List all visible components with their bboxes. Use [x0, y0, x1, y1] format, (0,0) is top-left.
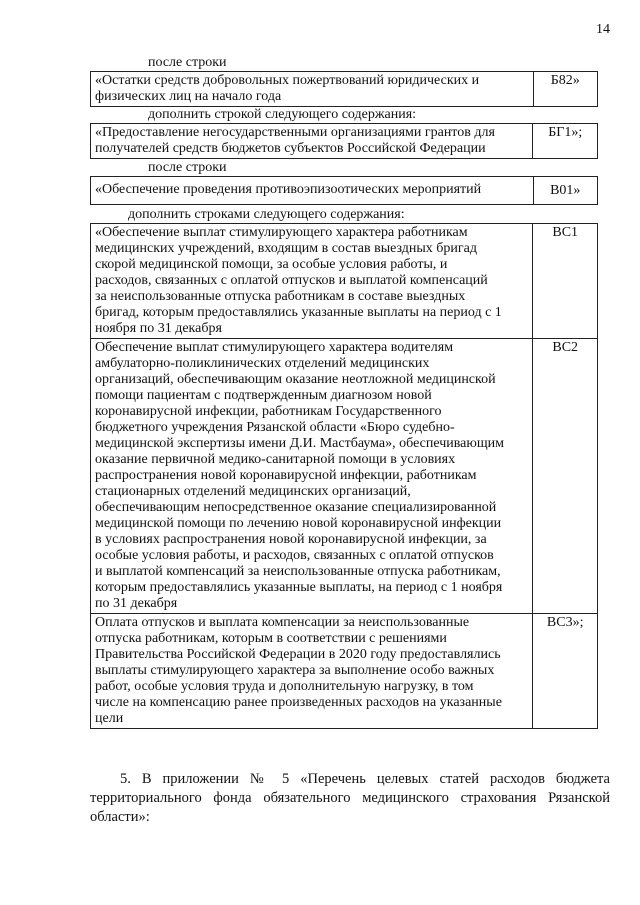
code-table-vc — [90, 223, 598, 729]
caption-after-line: после строки — [148, 55, 227, 70]
table-row — [91, 72, 598, 107]
row-description: «Предоставление негосударственными организациями грантов для получателей средств бюджетов субъектов Российской Федерации — [91, 124, 533, 159]
row-description: «Обеспечение выплат стимулирующего характера работникам медицинских учреждений, входящим в состав выездных бригад скорой медицинской помощи, за особые условия работы, и расходов, связанных с оплатой отпусков и выплатой компенсаций за неиспользованные отпуска работникам в составе выездных бригад, которым предоставлялись указанные выплаты на период с 1 ноября по 31 декабря — [91, 224, 533, 339]
page-number: 14 — [596, 22, 610, 37]
caption-add-line: дополнить строкой следующего содержания: — [148, 107, 417, 122]
caption-after-line: после строки — [148, 160, 227, 175]
row-code: ВС1 — [533, 224, 598, 339]
caption-add-lines: дополнить строками следующего содержания: — [128, 207, 405, 222]
code-table-balances — [90, 71, 598, 107]
table-row — [91, 614, 598, 729]
code-table-epizootic — [90, 176, 598, 205]
table-row — [91, 124, 598, 159]
row-description: Оплата отпусков и выплата компенсации за неиспользованные отпуска работникам, которым в соответствии с решениями Правительства Российской Федерации в 2020 году предоставлялись выплаты стимулирующего характера за выполнение особо важных работ, особые условия труда и дополнительную нагрузку, в том числе на компенсацию ранее произведенных расходов на указанные цели — [91, 614, 533, 729]
row-code: ВС3»; — [533, 614, 598, 729]
row-description: «Обеспечение проведения противоэпизоотических мероприятий — [91, 177, 534, 205]
row-description: Обеспечение выплат стимулирующего характера водителям амбулаторно-поликлинических отделений медицинских организаций, обеспечивающим оказание неотложной медицинской помощи пациентам с подтвержденным диагнозом новой коронавирусной инфекции, работникам Государственного бюджетного учреждения Рязанской области «Бюро судебно- медицинской экспертизы имени Д.И. Мастбаума», обеспечивающим оказание первичной медико-санитарной помощи в условиях распространения новой коронавирусной инфекции, работникам стационарных отделений медицинских организаций, обеспечивающим непосредственное оказание специализированной медицинской помощи по лечению новой коронавирусной инфекции в условиях распространения новой коронавирусной инфекции, за особые условия работы, и расходов, связанных с оплатой отпусков и выплатой компенсаций за неиспользованные отпуска работникам, которым предоставлялись указанные выплаты, на период с 1 ноября по 31 декабря — [91, 339, 533, 614]
row-code: В01» — [533, 177, 597, 205]
row-code: БГ1»; — [533, 124, 598, 159]
closing-paragraph: 5. В приложении № 5 «Перечень целевых статей расходов бюджета территориального фонда обязательного медицинского страхования Рязанской области»: — [90, 771, 610, 825]
row-code: ВС2 — [533, 339, 598, 614]
row-code: Б82» — [533, 72, 598, 107]
table-row — [91, 339, 598, 614]
table-row — [91, 177, 598, 205]
code-table-grants — [90, 123, 598, 159]
table-row — [91, 224, 598, 339]
row-description: «Остатки средств добровольных пожертвований юридических и физических лиц на начало года — [91, 72, 534, 107]
